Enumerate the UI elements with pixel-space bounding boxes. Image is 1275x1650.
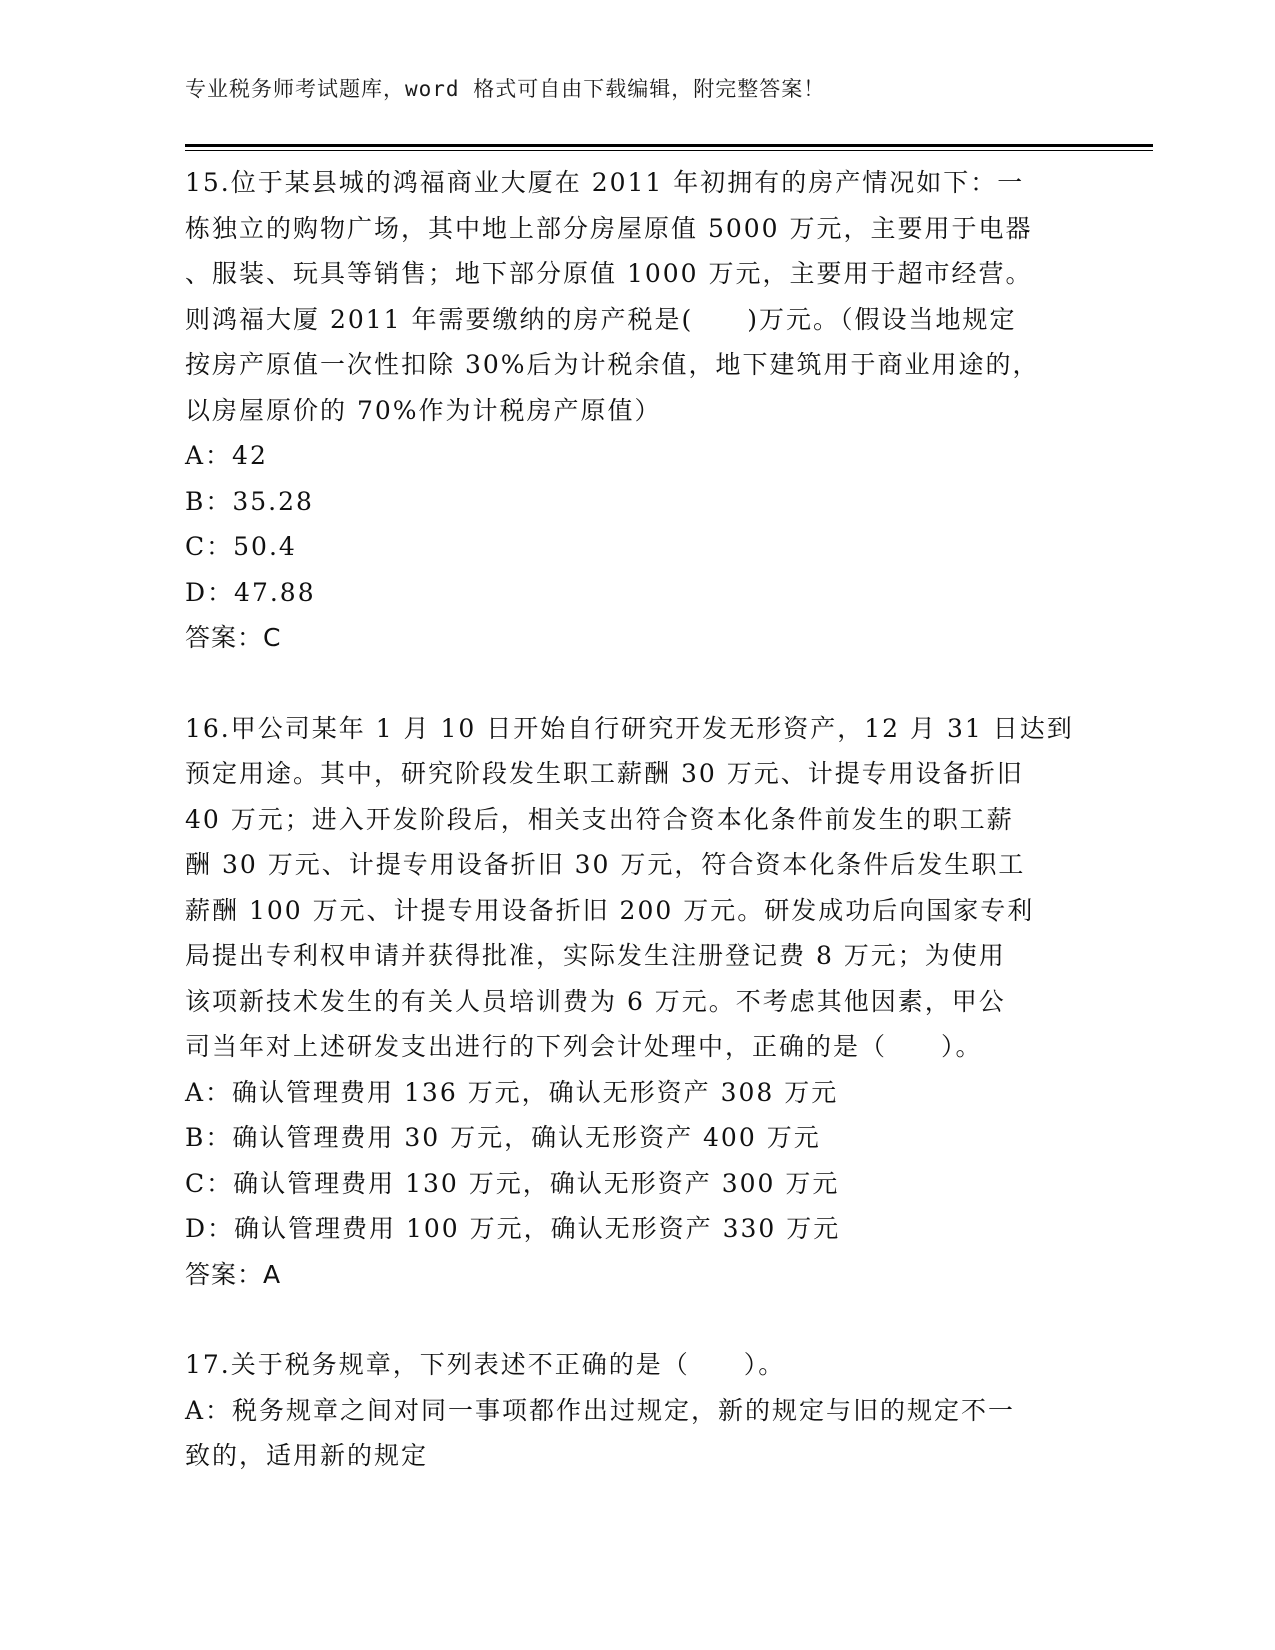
- option-c: C：50.4: [185, 532, 297, 561]
- question-spacer: [185, 1297, 1085, 1342]
- option-a: A：42: [185, 441, 268, 470]
- option-d: D：确认管理费用 100 万元，确认无形资产 330 万元: [185, 1214, 841, 1243]
- option-c: C：确认管理费用 130 万元，确认无形资产 300 万元: [185, 1168, 840, 1198]
- header-rule-thin: [185, 150, 1153, 151]
- question-list: [185, 160, 1085, 1479]
- question-text-line: 酬 30 万元、计提专用设备折旧 30 万元，符合资本化条件后发生职工: [185, 850, 1026, 879]
- question-text-line: 司当年对上述研发支出进行的下列会计处理中，正确的是（ ）。: [185, 1032, 983, 1061]
- question-text-line: 、服装、玩具等销售；地下部分原值 1000 万元，主要用于超市经营。: [185, 259, 1033, 288]
- option-d: D：47.88: [185, 577, 316, 607]
- question-text-line: 16.甲公司某年 1 月 10 日开始自行研究开发无形资产，12 月 31 日达到: [185, 713, 1074, 743]
- question-text-line: 40 万元；进入开发阶段后，相关支出符合资本化条件前发生的职工薪: [185, 804, 1014, 834]
- question-text-line: 15.位于某县城的鸿福商业大厦在 2011 年初拥有的房产情况如下：一: [185, 168, 1025, 197]
- question-16: [185, 706, 1085, 1298]
- question-text-line: 17.关于税务规章，下列表述不正确的是（ ）。: [185, 1350, 786, 1379]
- option-b: B：确认管理费用 30 万元，确认无形资产 400 万元: [185, 1123, 821, 1152]
- question-text-line: 薪酬 100 万元、计提专用设备折旧 200 万元。研发成功后向国家专利: [185, 895, 1035, 925]
- answer-label: 答案：A: [185, 1259, 282, 1289]
- header-rule-thick: [185, 144, 1153, 147]
- question-text-line: 按房产原值一次性扣除 30%后为计税余值，地下建筑用于商业用途的，: [185, 350, 1040, 379]
- question-17: [185, 1342, 1085, 1479]
- question-15: [185, 160, 1085, 661]
- option-a: A：税务规章之间对同一事项都作出过规定，新的规定与旧的规定不一: [185, 1395, 1016, 1425]
- page-header: 专业税务师考试题库，word 格式可自由下载编辑，附完整答案！: [185, 77, 826, 101]
- question-text-line: 局提出专利权申请并获得批准，实际发生注册登记费 8 万元；为使用: [185, 941, 1006, 970]
- question-text-line: 栋独立的购物广场，其中地上部分房屋原值 5000 万元，主要用于电器: [185, 213, 1033, 243]
- option-a: A：确认管理费用 136 万元，确认无形资产 308 万元: [185, 1077, 839, 1107]
- answer-label: 答案：C: [185, 623, 282, 652]
- question-text-line: 以房屋原价的 70%作为计税房产原值）: [185, 395, 662, 425]
- option-a-continued: 致的，适用新的规定: [185, 1441, 429, 1470]
- question-text-line: 该项新技术发生的有关人员培训费为 6 万元。不考虑其他因素，甲公: [185, 986, 1006, 1016]
- option-b: B：35.28: [185, 486, 314, 516]
- question-spacer: [185, 661, 1085, 706]
- question-text-line: 则鸿福大厦 2011 年需要缴纳的房产税是( )万元。（假设当地规定: [185, 304, 1017, 334]
- question-text-line: 预定用途。其中，研究阶段发生职工薪酬 30 万元、计提专用设备折旧: [185, 759, 1024, 788]
